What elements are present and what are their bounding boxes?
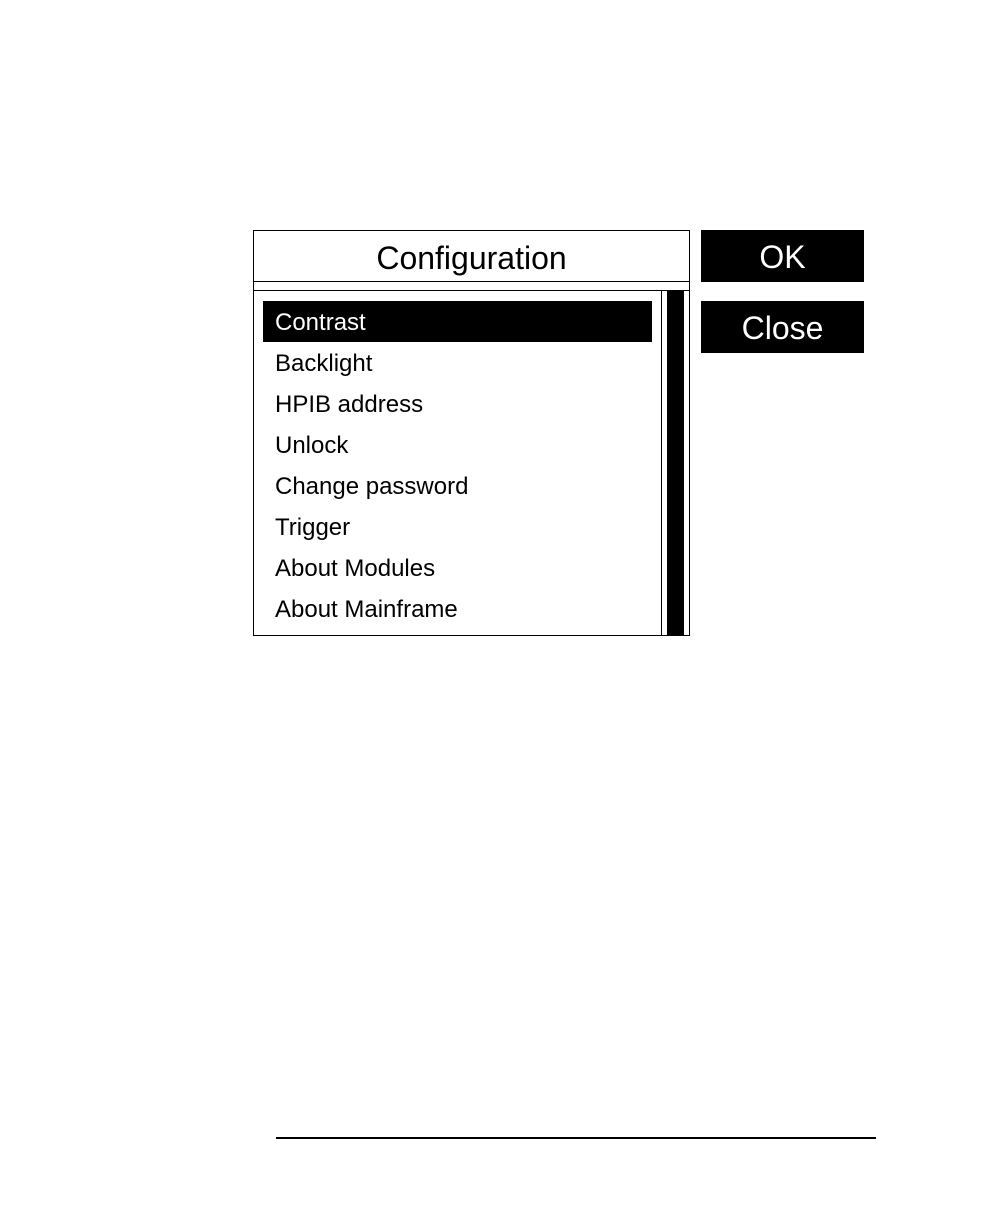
list-scrollbar[interactable] [661, 291, 683, 636]
configuration-dialog [253, 230, 690, 636]
ok-button[interactable]: OK [701, 230, 864, 282]
list-item-unlock[interactable]: Unlock [275, 432, 349, 459]
scrollbar-thumb[interactable] [667, 291, 684, 636]
list-item-about-mainframe[interactable]: About Mainframe [275, 596, 458, 623]
list-item-about-modules[interactable]: About Modules [275, 555, 436, 582]
list-item-contrast[interactable]: Contrast [263, 301, 652, 342]
list-item-change-password[interactable]: Change password [275, 473, 469, 500]
list-item-hpib-address[interactable]: HPIB address [275, 391, 424, 418]
configuration-list [263, 301, 652, 629]
page-footer-rule [276, 1137, 876, 1139]
list-item-backlight[interactable]: Backlight [275, 350, 373, 377]
close-button[interactable]: Close [701, 301, 864, 353]
dialog-title: Configuration [254, 231, 689, 282]
title-divider [254, 290, 689, 291]
list-item-trigger[interactable]: Trigger [275, 514, 351, 541]
